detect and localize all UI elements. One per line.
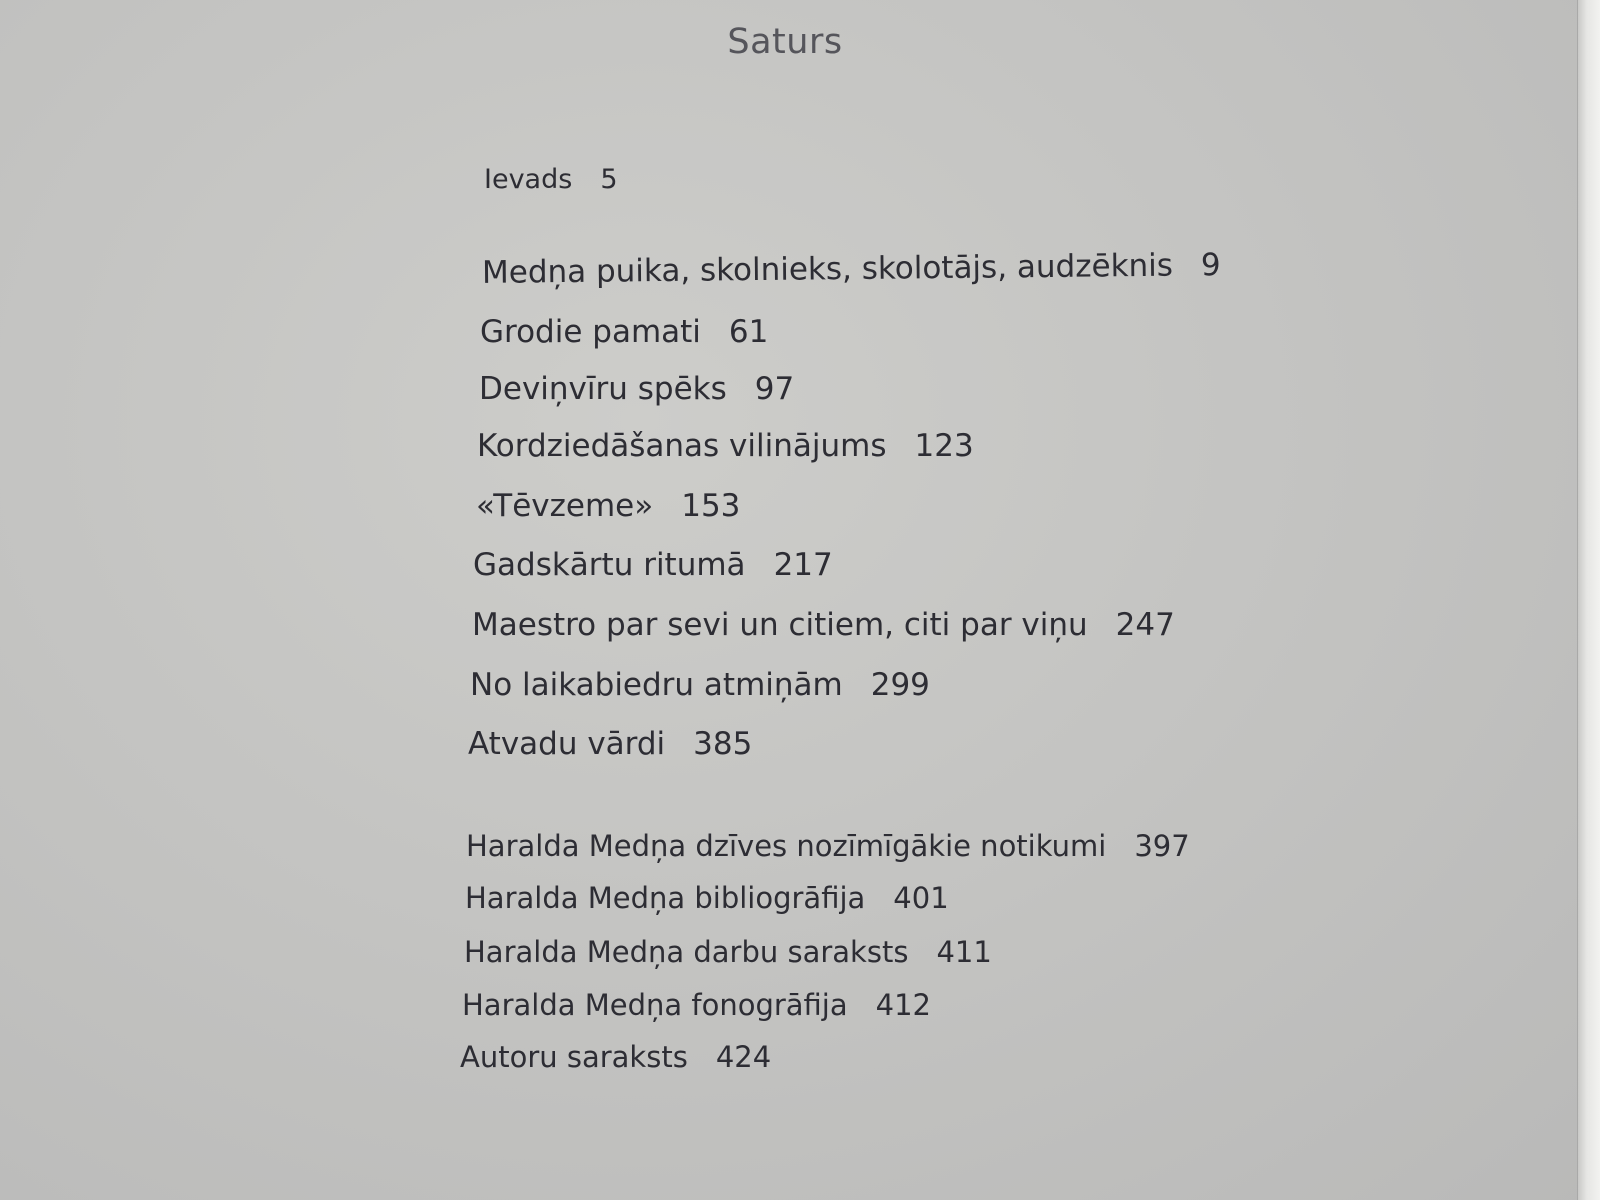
toc-entry-title: Deviņvīru spēks [479, 371, 727, 407]
toc-entry-appendix [465, 881, 949, 915]
toc-entry [476, 488, 740, 524]
toc-entry-title: Ievads [484, 164, 573, 195]
toc-entry-page: 397 [1134, 829, 1190, 863]
toc-entry-page: 412 [875, 988, 931, 1022]
toc-entry-page: 299 [870, 667, 930, 703]
toc-entry-page: 9 [1200, 247, 1221, 284]
toc-entry-title: «Tēvzeme» [476, 488, 654, 524]
toc-entry-title: Grodie pamati [480, 314, 701, 350]
toc-entry-appendix [464, 935, 992, 969]
toc-entry [482, 247, 1221, 291]
toc-entry [480, 314, 768, 350]
toc-entry-introduction [484, 164, 618, 195]
toc-entry-page: 217 [773, 547, 833, 583]
toc-entry [473, 547, 833, 583]
toc-entry [477, 428, 974, 464]
toc-entry-title: Medņa puika, skolnieks, skolotājs, audzēknis [481, 247, 1174, 291]
toc-entry [470, 667, 930, 703]
toc-entry [472, 607, 1175, 643]
toc-entry-page: 411 [936, 935, 992, 969]
toc-entry-page: 153 [681, 488, 741, 524]
toc-entry [468, 726, 752, 762]
toc-entry-appendix [460, 1040, 771, 1074]
toc-entry-page: 401 [893, 881, 949, 915]
toc-entry-title: Gadskārtu ritumā [473, 547, 746, 583]
toc-entry-title: Haralda Medņa dzīves nozīmīgākie notikumi [466, 829, 1107, 863]
toc-entry-title: Autoru saraksts [460, 1040, 688, 1074]
toc-entry-page: 385 [693, 726, 753, 762]
toc-entry-appendix [462, 988, 931, 1022]
toc-entry [479, 371, 794, 407]
toc-entry-title: Atvadu vārdi [468, 726, 666, 762]
toc-entry-title: Haralda Medņa darbu saraksts [464, 935, 909, 969]
toc-entry-title: Maestro par sevi un citiem, citi par viņu [472, 607, 1088, 643]
toc-entry-title: Haralda Medņa bibliogrāfija [465, 881, 866, 915]
toc-entry-title: Haralda Medņa fonogrāfija [462, 988, 848, 1022]
toc-entry-title: No laikabiedru atmiņām [470, 667, 843, 703]
toc-entry-page: 5 [600, 164, 618, 195]
toc-entry-title: Kordziedāšanas vilinājums [477, 428, 887, 464]
page-title: Saturs [727, 22, 843, 62]
toc-entry-page: 61 [728, 314, 769, 350]
toc-entry-appendix [466, 829, 1190, 863]
toc-entry-page: 123 [914, 428, 974, 464]
toc-entry-page: 424 [715, 1040, 772, 1074]
toc-entry-page: 97 [754, 371, 795, 407]
toc-entry-page: 247 [1115, 607, 1175, 643]
